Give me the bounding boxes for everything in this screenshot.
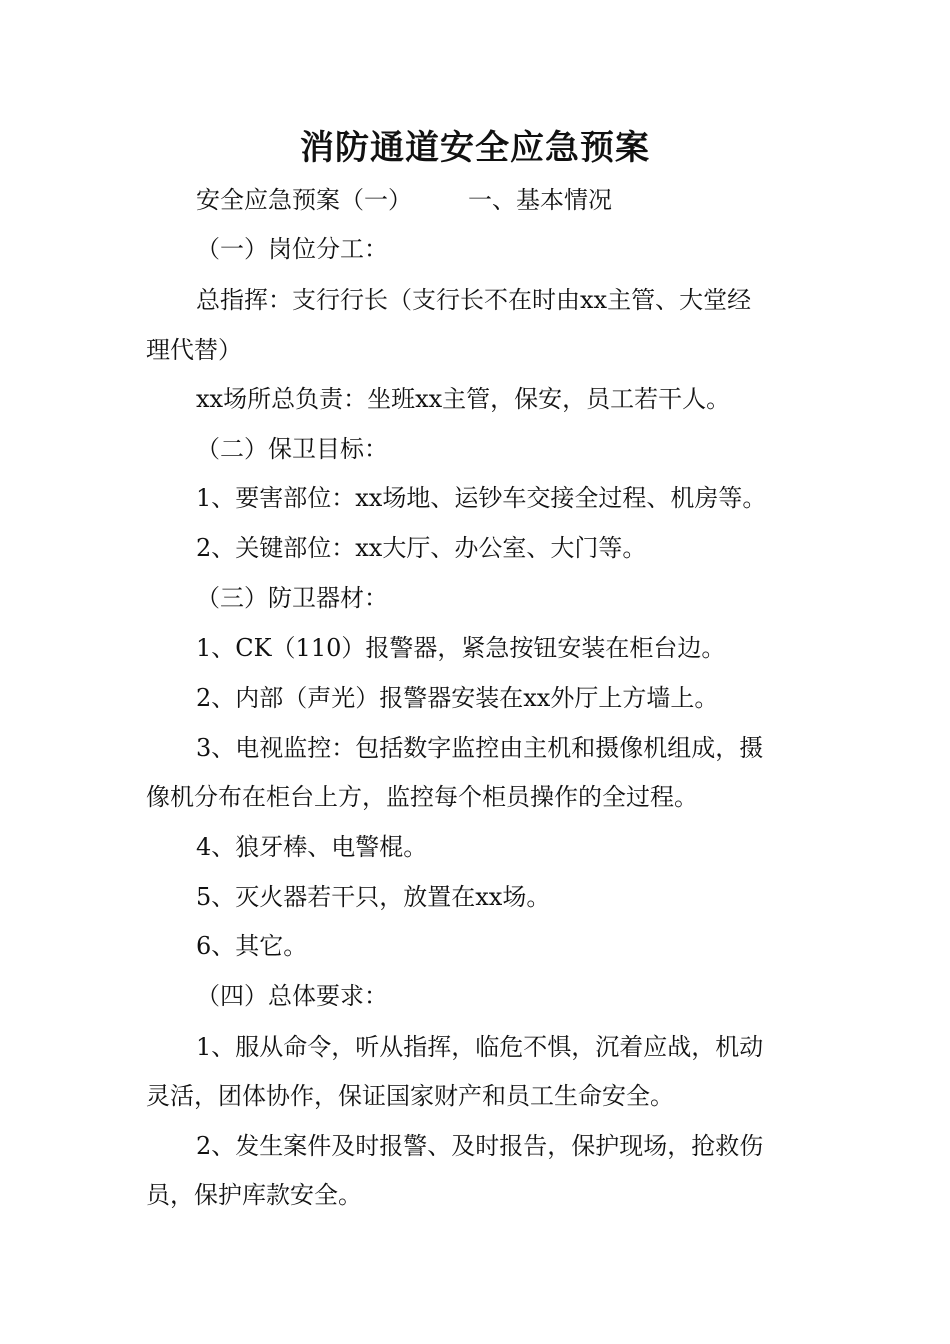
paragraph-line: 2、发生案件及时报警、及时报告，保护现场，抢救伤	[196, 1132, 764, 1160]
subsection-heading: （二）保卫目标：	[196, 435, 388, 463]
paragraph-line: 1、要害部位：xx场地、运钞车交接全过程、机房等。	[196, 484, 767, 512]
paragraph-line: 6、其它。	[196, 932, 308, 960]
paragraph-line: 灵活，团体协作，保证国家财产和员工生命安全。	[146, 1082, 674, 1110]
paragraph-line: 像机分布在柜台上方，监控每个柜员操作的全过程。	[146, 783, 698, 811]
paragraph-line: 3、电视监控：包括数字监控由主机和摄像机组成，摄	[196, 734, 764, 762]
paragraph-line: 5、灭火器若干只，放置在xx场。	[196, 883, 551, 911]
section-heading: 一、基本情况	[468, 186, 612, 214]
subtitle-text: 安全应急预案（一）	[196, 186, 412, 214]
paragraph-line: 2、内部（声光）报警器安装在xx外厅上方墙上。	[196, 684, 719, 712]
paragraph-line: 理代替）	[146, 336, 242, 364]
paragraph-line: 4、狼牙棒、电警棍。	[196, 833, 428, 861]
paragraph-line: 2、关键部位：xx大厅、办公室、大门等。	[196, 534, 647, 562]
paragraph-line: 1、CK（110）报警器，紧急按钮安装在柜台边。	[196, 634, 726, 662]
subsection-heading: （四）总体要求：	[196, 982, 388, 1010]
subsection-heading: （一）岗位分工：	[196, 235, 388, 263]
paragraph-line: 1、服从命令，听从指挥，临危不惧，沉着应战，机动	[196, 1033, 764, 1061]
paragraph-line: xx场所总负责：坐班xx主管，保安，员工若干人。	[196, 385, 731, 413]
document-title: 消防通道安全应急预案	[300, 128, 650, 168]
paragraph-line: 总指挥：支行行长（支行长不在时由xx主管、大堂经	[196, 286, 752, 314]
paragraph-line: 员，保护库款安全。	[146, 1181, 362, 1209]
subsection-heading: （三）防卫器材：	[196, 584, 388, 612]
section-heading-line	[196, 183, 612, 217]
